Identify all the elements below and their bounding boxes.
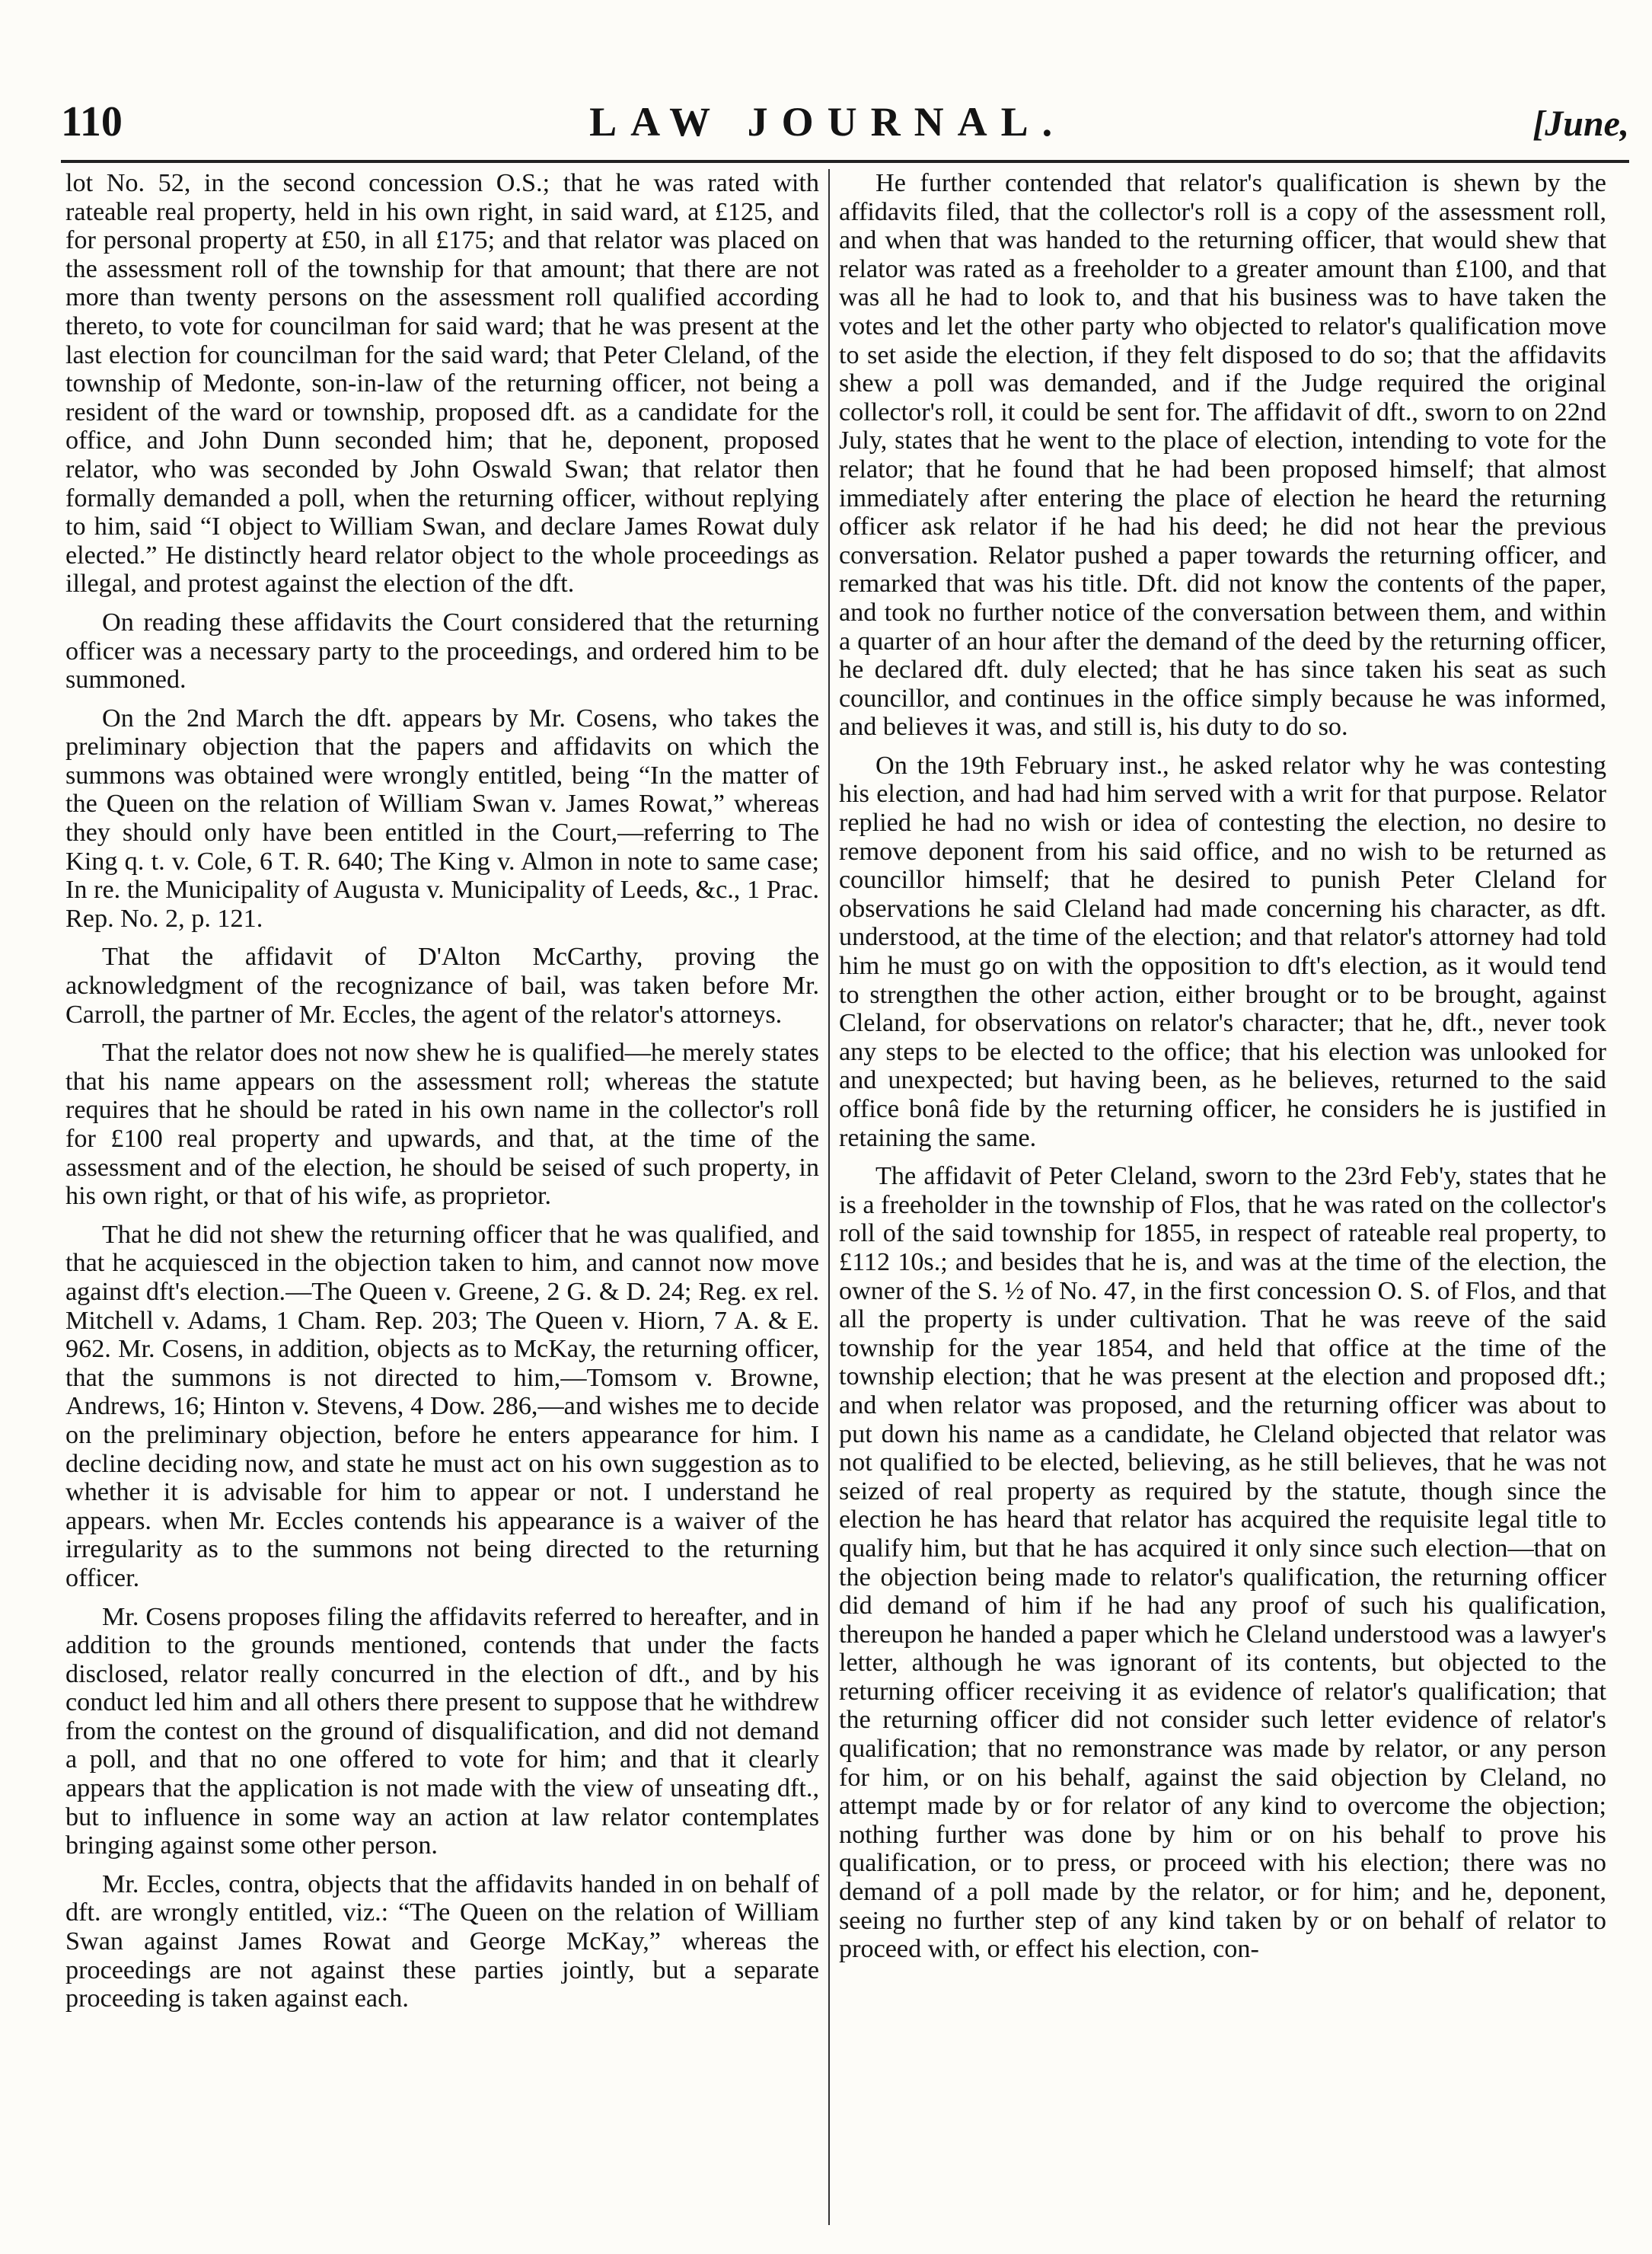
running-head-month: [June, bbox=[1532, 104, 1629, 144]
right-column bbox=[839, 169, 1606, 2225]
paragraph: lot No. 52, in the second concession O.S.; that he was rated with rateable real property, held in his own right, in said ward, at £125, and for personal property at £50, in all £175; and that relator was placed on the assessment roll of the township for that amount; that there are not more than twenty persons on the assessment roll qualified according thereto, to vote for councilman for said ward; that he was present at the last election for councilman for the said ward; that Peter Cleland, of the township of Medonte, son-in-law of the returning officer, not being a resident of the ward or township, proposed dft. as a candidate for the office, and John Dunn seconded him; that he, deponent, proposed relator, who was seconded by John Oswald Swan; that relator then formally demanded a poll, when the returning officer, without replying to him, said “I object to William Swan, and declare James Rowat duly elected.” He distinctly heard relator object to the whole proceedings as illegal, and protest against the election of the dft. bbox=[65, 169, 819, 599]
page-header bbox=[61, 97, 1629, 166]
left-column bbox=[65, 169, 819, 2225]
paragraph: Mr. Eccles, contra, objects that the affidavits handed in on behalf of dft. are wrongly entitled, viz.: “The Queen on the relation of William Swan against James Rowat and George McKay,” whereas the proceedings are not against these parties jointly, but a separate proceeding is taken against each. bbox=[65, 1869, 819, 2013]
column-divider bbox=[828, 169, 830, 2225]
paragraph: On the 2nd March the dft. appears by Mr. Cosens, who takes the preliminary objection that the papers and affidavits on which the summons was obtained were wrongly entitled, being “In the matter of the Queen on the relation of William Swan v. James Rowat,” whereas they should only have been entitled in the Court,—referring to The King q. t. v. Cole, 6 T. R. 640; The King v. Almon in note to same case; In re. the Municipality of Augusta v. Municipality of Leeds, &c., 1 Prac. Rep. No. 2, p. 121. bbox=[65, 704, 819, 933]
paragraph: The affidavit of Peter Cleland, sworn to the 23rd Feb'y, states that he is a freeholder in the township of Flos, that he was rated on the collector's roll of the said township for 1855, in respect of rateable real property, to £112 10s.; and besides that he is, and was at the time of the election, the owner of the S. ½ of No. 47, in the first concession O. S. of Flos, and that all the property is under cultivation. That he was reeve of the said township for the year 1854, and held that office at the time of the township election; that he was present at the election and proposed dft.; and when relator was proposed, and the returning officer was about to put down his name as a candidate, he Cleland objected that relator was not qualified to be elected, believing, as he still believes, that he was not seized of real property as required by the statute, though since the election he has heard that relator has acquired the requisite legal title to qualify him, but that he has acquired it only since such election—that on the objection being made to relator's qualification, the returning officer did demand of him if he had any proof of such his qualification, thereupon he handed a paper which he Cleland understood was a lawyer's letter, although he was ignorant of its contents, but objected to the returning officer receiving it as evidence of relator's qualification; that the returning officer did not consider such letter evidence of relator's qualification; that no remonstrance was made by relator, or any person for him, or on his behalf, against the said objection by Cleland, no attempt made by or for relator of any kind to overcome the objection; nothing further was done by him or on his behalf to prove his qualification, or to press, or proceed with his election; there was no demand of a poll made by the relator, or for him; and he, deponent, seeing no further step of any kind taken by or on behalf of relator to proceed with, or effect his election, con- bbox=[839, 1162, 1606, 1964]
page-number: 110 bbox=[61, 98, 123, 145]
paragraph: That the affidavit of D'Alton McCarthy, proving the acknowledgment of the recognizance of bail, was taken before Mr. Carroll, the partner of Mr. Eccles, the agent of the relator's attorneys. bbox=[65, 943, 819, 1029]
paragraph: That the relator does not now shew he is qualified—he merely states that his name appears on the assessment roll; whereas the statute requires that he should be rated in his own name in the collector's roll for £100 real property and upwards, and that, at the time of the assessment and of the election, he should be seised of such property, in his own right, or that of his wife, as proprietor. bbox=[65, 1039, 819, 1211]
header-rule bbox=[61, 160, 1629, 163]
paragraph: On reading these affidavits the Court considered that the returning officer was a necessary party to the proceedings, and ordered him to be summoned. bbox=[65, 608, 819, 694]
paragraph: On the 19th February inst., he asked relator why he was contesting his election, and had had him served with a writ for that purpose. Relator replied he had no wish or idea of contesting the election, no desire to remove deponent from his said office, and no wish to be returned as councillor himself; that he desired to punish Peter Cleland for observations he said Cleland had made concerning his character, as dft. understood, at the time of the election; and that relator's attorney had told him he must go on with the opposition to dft's election, as it would tend to strengthen the other action, either brought or to be brought, against Cleland, for observations on relator's character; that he, dft., never took any steps to be elected to the office; that his election was unlooked for and unexpected; but having been, as he believes, returned to the said office bonâ fide by the returning officer, he considers he is justified in retaining the same. bbox=[839, 751, 1606, 1152]
paragraph: That he did not shew the returning officer that he was qualified, and that he acquiesced in the objection taken to him, and cannot now move against dft's election.—The Queen v. Greene, 2 G. & D. 24; Reg. ex rel. Mitchell v. Adams, 1 Cham. Rep. 203; The Queen v. Hiorn, 7 A. & E. 962. Mr. Cosens, in addition, objects as to McKay, the returning officer, that the summons is not directed to him,—Tomsom v. Browne, Andrews, 16; Hinton v. Stevens, 4 Dow. 286,—and wishes me to decide on the preliminary objection, before he enters appearance for him. I decline deciding now, and state he must act on his own suggestion as to whether it is advisable for him to appear or not. I understand he appears. when Mr. Eccles contends his appearance is a waiver of the irregularity as to the summons not being directed to the returning officer. bbox=[65, 1220, 819, 1592]
journal-title: LAW JOURNAL. bbox=[589, 99, 1067, 145]
paragraph: He further contended that relator's qualification is shewn by the affidavits filed, that the collector's roll is a copy of the assessment roll, and when that was handed to the returning officer, that would shew that relator was rated as a freeholder to a greater amount than £100, and that was all he had to look to, and that his business was to have taken the votes and let the other party who objected to relator's qualification move to set aside the election, if they felt disposed to do so; that the affidavits shew a poll was demanded, and if the Judge required the original collector's roll, it could be sent for. The affidavit of dft., sworn to on 22nd July, states that he went to the place of election, intending to vote for the relator; that he found that he had been proposed himself; that almost immediately after entering the place of election he heard the returning officer ask relator if he had his deed; he did not hear the previous conversation. Relator pushed a paper towards the returning officer, and remarked that was his title. Dft. did not know the contents of the paper, and took no further notice of the conversation between them, and within a quarter of an hour after the demand of the deed by the returning officer, he declared dft. duly elected; that he has since taken his seat as such councillor, and continues in the office simply because he was informed, and believes it was, and still is, his duty to do so. bbox=[839, 169, 1606, 742]
paragraph: Mr. Cosens proposes filing the affidavits referred to hereafter, and in addition to the grounds mentioned, contends that under the facts disclosed, relator really concurred in the election of dft., and by his conduct led him and all others there present to suppose that he withdrew from the contest on the ground of disqualification, and did not demand a poll, and that no one offered to vote for him; and that it clearly appears that the application is not made with the view of unseating dft., but to influence in some way an action at law relator contemplates bringing against some other person. bbox=[65, 1602, 819, 1860]
